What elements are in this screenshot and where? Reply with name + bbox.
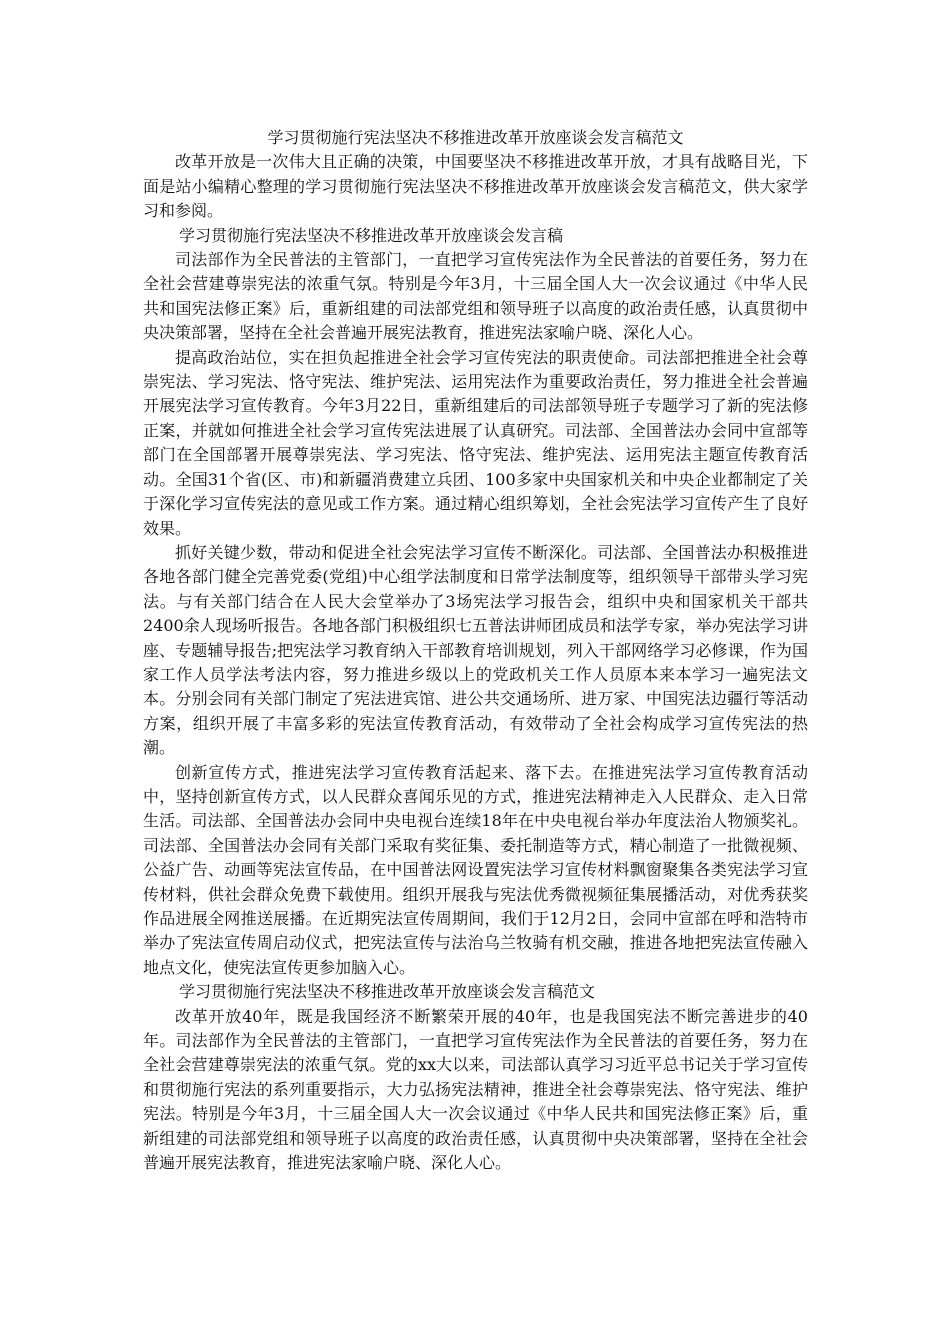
body-paragraph: 提高政治站位，实在担负起推进全社会学习宣传宪法的职责使命。司法部把推进全社会尊崇宪法、学习宪法、恪守宪法、维护宪法、运用宪法作为重要政治责任，努力推进全社会普遍开展宪法学习宣传教育。今年3月22日，重新组建后的司法部领导班子专题学习了新的宪法修正案，并就如何推进全社会学习宣传宪法进展了认真研究。司法部、全国普法办会同中宣部等部门在全国部署开展尊崇宪法、学习宪法、恪守宪法、维护宪法、运用宪法主题宣传教育活动。全国31个省(区、市)和新疆消费建立兵团、100多家中央国家机关和中央企业都制定了关于深化学习宣传宪法的意见或工作方案。通过精心组织筹划，全社会宪法学习宣传产生了良好效果。 (143, 347, 808, 538)
document-title: 学习贯彻施行宪法坚决不移推进改革开放座谈会发言稿范文 (267, 128, 684, 147)
body-paragraph: 创新宣传方式，推进宪法学习宣传教育活起来、落下去。在推进宪法学习宣传教育活动中，坚持创新宣传方式，以人民群众喜闻乐见的方式，推进宪法精神走入人民群众、走入日常生活。司法部、全国普法办会同中央电视台连续18年在中央电视台举办年度法治人物颁奖礼。司法部、全国普法办会同有关部门采取有奖征集、委托制造等方式，精心制造了一批微视频、公益广告、动画等宪法宣传品，在中国普法网设置宪法学习宣传材料飘窗聚集各类宪法学习宣传材料，供社会群众免费下载使用。组织开展我与宪法优秀微视频征集展播活动，对优秀获奖作品进展全网推送展播。在近期宪法宣传周期间，我们于12月2日，会同中宣部在呼和浩特市举办了宪法宣传周启动仪式，把宪法宣传与法治乌兰牧骑有机交融，推进各地把宪法宣传融入地点文化，使宪法宣传更参加脑入心。 (143, 762, 808, 977)
body-paragraph: 司法部作为全民普法的主管部门，一直把学习宣传宪法作为全民普法的首要任务，努力在全社会营建尊崇宪法的浓重气氛。特别是今年3月，十三届全国人大一次会议通过《中华人民共和国宪法修正案》后，重新组建的司法部党组和领导班子以高度的政治责任感，认真贯彻中央决策部署，坚持在全社会普遍开展宪法教育，推进宪法家喻户晓、深化人心。 (143, 250, 808, 343)
document-body (143, 126, 808, 1175)
section-heading-1: 学习贯彻施行宪法坚决不移推进改革开放座谈会发言稿 (179, 225, 564, 245)
section-heading-2: 学习贯彻施行宪法坚决不移推进改革开放座谈会发言稿范文 (179, 982, 596, 1002)
body-paragraph: 抓好关键少数，带动和促进全社会宪法学习宣传不断深化。司法部、全国普法办积极推进各地各部门健全完善党委(党组)中心组学法制度和日常学法制度等，组织领导干部带头学习宪法。与有关部门结合在人民大会堂举办了3场宪法学习报告会，组织中央和国家机关干部共2400余人现场听报告。各地各部门积极组织七五普法讲师团成员和法学专家，举办宪法学习讲座、专题辅导报告;把宪法学习教育纳入干部教育培训规划，列入干部网络学习必修课，作为国家工作人员学法考法内容，努力推进乡级以上的党政机关工作人员原本来本学习一遍宪法文本。分别会同有关部门制定了宪法进宾馆、进公共交通场所、进万家、中国宪法边疆行等活动方案，组织开展了丰富多彩的宪法宣传教育活动，有效带动了全社会构成学习宣传宪法的热潮。 (143, 542, 808, 758)
body-paragraph: 改革开放40年，既是我国经济不断繁荣开展的40年，也是我国宪法不断完善进步的40年。司法部作为全民普法的主管部门，一直把学习宣传宪法作为全民普法的首要任务，努力在全社会营建尊崇宪法的浓重气氛。党的xx大以来，司法部认真学习习近平总书记关于学习宣传和贯彻施行宪法的系列重要指示，大力弘扬宪法精神，推进全社会尊崇宪法、恪守宪法、维护宪法。特别是今年3月，十三届全国人大一次会议通过《中华人民共和国宪法修正案》后，重新组建的司法部党组和领导班子以高度的政治责任感，认真贯彻中央决策部署，坚持在全社会普遍开展宪法教育，推进宪法家喻户晓、深化人心。 (143, 1006, 808, 1173)
intro-paragraph: 改革开放是一次伟大且正确的决策，中国要坚决不移推进改革开放，才具有战略目光，下面是站小编精心整理的学习贯彻施行宪法坚决不移推进改革开放座谈会发言稿范文，供大家学习和参阅。 (143, 152, 808, 221)
